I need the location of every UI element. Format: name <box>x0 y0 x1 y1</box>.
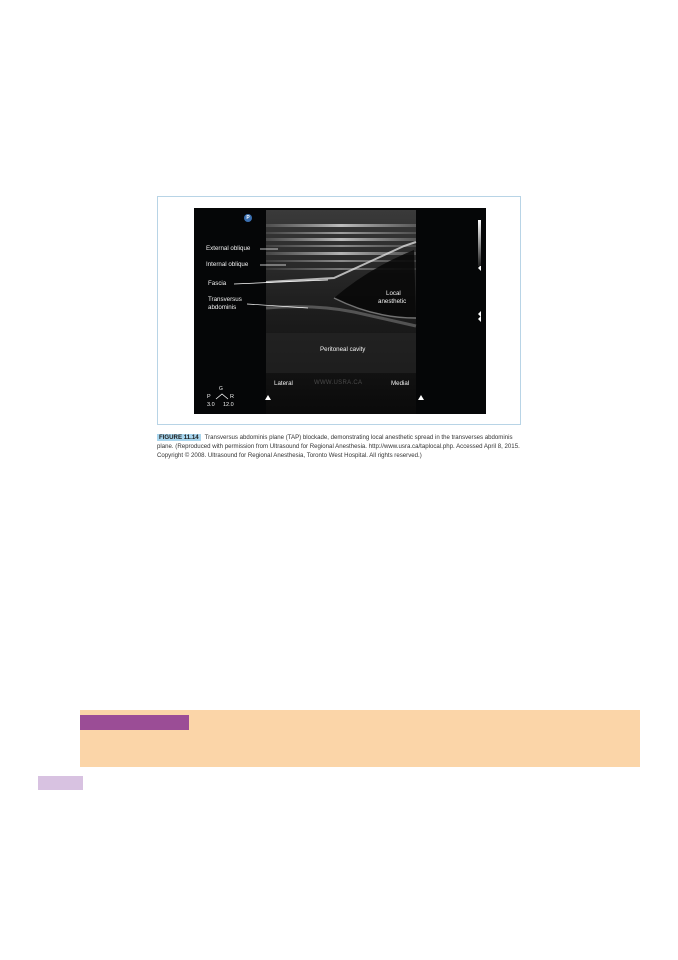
figure-caption <box>157 433 523 460</box>
label-local-line2: anesthetic <box>378 298 407 305</box>
label-fascia: Fascia <box>208 280 227 287</box>
probe-badge: P <box>244 214 252 222</box>
note-box <box>80 710 640 767</box>
depth-right: 12.0 <box>223 402 234 408</box>
label-internal-oblique: Internal oblique <box>206 261 249 268</box>
label-local-line1: Local <box>386 290 401 297</box>
label-lateral: Lateral <box>274 380 293 387</box>
label-external-oblique: External oblique <box>206 245 251 252</box>
gain-scale-bar <box>478 220 481 266</box>
label-transversus-line2: abdominis <box>208 304 237 311</box>
orient-right: R <box>230 394 234 400</box>
ultrasound-image <box>194 208 486 414</box>
label-peritoneal-cavity: Peritoneal cavity <box>320 346 366 353</box>
figure-frame <box>157 196 521 425</box>
margin-tab <box>38 776 83 790</box>
depth-left: 3.0 <box>207 402 215 408</box>
note-box-tab <box>80 715 189 730</box>
label-transversus-line1: Transversus <box>208 296 242 303</box>
watermark: WWW.USRA.CA <box>314 380 363 386</box>
label-medial: Medial <box>391 380 410 387</box>
figure-number: FIGURE 11.14 <box>159 434 199 441</box>
orient-left: P <box>207 394 211 400</box>
orient-top: G <box>219 386 223 392</box>
caption-text: Transversus abdominis plane (TAP) blockade, demonstrating local anesthetic spread in the transverses abdominis plane. (Reproduced with permission from Ultrasound for Regional Anesthesia. http://www.usra.ca/taplocal.php. Accessed April 8, 2015. Copyright © 2008. Ultrasound for Regional Anesthesia, Toronto West Hospital. All rights reserved.) <box>157 434 520 459</box>
